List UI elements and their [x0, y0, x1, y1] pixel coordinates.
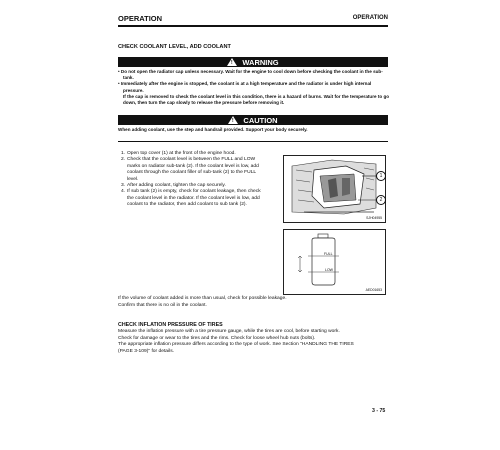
- tires-text: [118, 329, 390, 355]
- engine-hood-illustration: [284, 156, 385, 222]
- warning-icon: !: [227, 58, 237, 66]
- warning-bullet-2-cont: If the cap is removed to check the coolant level in this condition, there is a hazard of burns. Wait for the temperature to go: [123, 93, 390, 99]
- leakage-note: [118, 296, 390, 309]
- warning-label: WARNING: [242, 57, 279, 67]
- figure-engine-hood: [283, 155, 386, 223]
- sub-tank-illustration: [284, 230, 385, 294]
- warning-banner: [118, 57, 388, 67]
- note-line-1: If the volume of coolant added is more than usual, check for possible leakage.: [118, 296, 287, 301]
- header-left: OPERATION: [118, 14, 163, 23]
- header-rule: [118, 25, 388, 27]
- page-header: [118, 14, 388, 26]
- low-mark: LOW: [325, 268, 333, 272]
- step-1: 1. Open top cover (1) at the front of the engine hood.: [121, 151, 236, 156]
- caution-divider: [118, 141, 388, 142]
- caution-icon: !: [228, 116, 238, 124]
- caution-label: CAUTION: [243, 115, 278, 125]
- callout-1: 1: [376, 171, 386, 181]
- section-title: CHECK COOLANT LEVEL, ADD COOLANT: [118, 44, 231, 50]
- figure-2-code: AED01653: [365, 288, 382, 292]
- warning-bullet-2-cont2: down, then turn the cap slowly to release the pressure before removing it.: [123, 100, 285, 106]
- figure-sub-tank: [283, 229, 386, 295]
- tires-line-1: Measure the inflation pressure with a tire pressure gauge, while the tires are cool, before starting work.: [118, 329, 340, 334]
- full-mark: FULL: [324, 252, 333, 256]
- step-2: 2. Check that the coolant level is between the FULL and LOW marks on radiator sub-tank (2). If the coolant level is low, add coolant through the coolant filler of sub-tank (2) to the FULL level.: [121, 157, 259, 182]
- caution-text: When adding coolant, use the step and handrail provided. Support your body securely.: [118, 127, 308, 132]
- tires-line-2: Check for damage or wear to the tires and the rims. Check for loose wheel hub nuts (bolts).: [118, 335, 316, 341]
- warning-bullet-1: • Do not open the radiator cap unless necessary. Wait for the engine to cool down before checking the coolant in the sub-tank.: [118, 69, 383, 81]
- caution-banner: [118, 115, 388, 125]
- tires-line-4: (PAGE 3-109)" for details.: [118, 348, 175, 354]
- tires-title: CHECK INFLATION PRESSURE OF TIRES: [118, 322, 223, 328]
- header-right: OPERATION: [352, 15, 388, 21]
- warning-bullet-2: • Immediately after the engine is stopped, the coolant is at a high temperature and the radiator is under high internal pressure.: [118, 81, 372, 93]
- figure-1-code: SJH04955: [366, 216, 382, 220]
- procedure-steps: [121, 151, 281, 209]
- callout-2: 2: [376, 195, 386, 205]
- tires-line-3: The appropriate inflation pressure differs according to the type of work. See Section "HANDLING THE TIRES: [118, 342, 354, 348]
- step-3: 3. After adding coolant, tighten the cap securely.: [121, 183, 226, 189]
- note-line-2: Confirm that there is no oil in the coolant.: [118, 302, 207, 308]
- page-number: 3 - 75: [372, 408, 386, 414]
- step-4: 4. If sub tank (2) is empty, check for coolant leakage, then check the coolant level in the radiator. If the coolant level is low, add coolant to the radiator, then add coolant to sub tank (2).: [121, 189, 261, 208]
- warning-text: [118, 69, 390, 106]
